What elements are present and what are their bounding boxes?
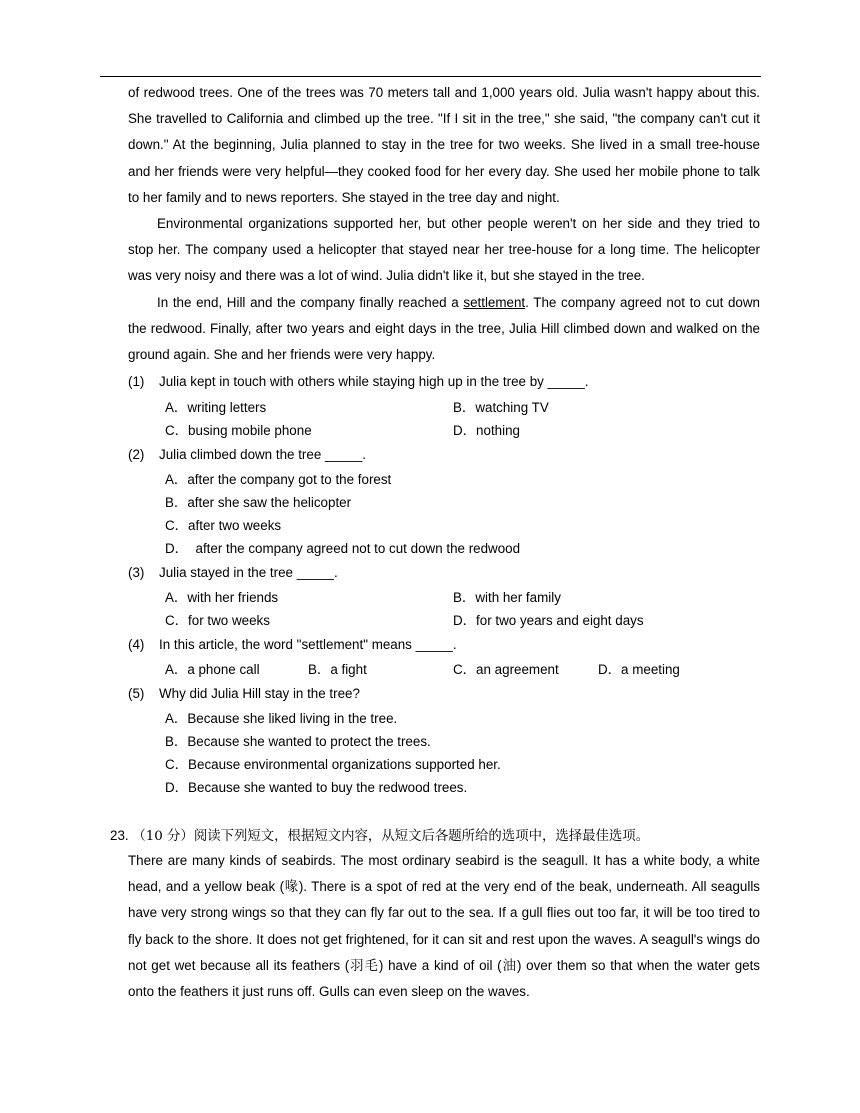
- question-stem: Julia climbed down the tree _____.: [159, 447, 366, 462]
- underlined-word: settlement: [463, 294, 526, 310]
- option-d: D．nothing: [453, 423, 520, 438]
- question-5: [128, 683, 360, 705]
- question-number: (2): [128, 447, 145, 462]
- passage-paragraph: There are many kinds of seabirds. The most ordinary seabird is the seagull. It has a white body, a white head, and a yellow beak (喙). There is a spot of red at the very end of the beak, underneath. All seagulls have very strong wings so that they can fly far out to the sea. If a gull flies out too far, it will be too tired to fly back to the shore. It does not get frightened, for it can sit and rest upon the waves. A seagull's wings do not get wet because all its feathers (羽毛) have a kind of oil (油) over them so that when the water gets onto the feathers it just runs off. Gulls can even sleep on the waves.: [128, 853, 760, 1000]
- option-c: C．for two weeks: [165, 613, 270, 628]
- option-a: A．a phone call: [165, 662, 260, 677]
- question-number: (4): [128, 637, 145, 652]
- question-4: [128, 634, 457, 656]
- question-number: (3): [128, 565, 145, 580]
- option-b: B．after she saw the helicopter: [165, 495, 352, 510]
- paragraph-text: . The company agreed not to cut down the redwood. Finally, after two years and eight days in the tree, Julia Hill climbed down and walked on the ground again. She and her friends were very happy.: [128, 294, 760, 363]
- passage-2: [128, 848, 760, 1005]
- option-b: B．Because she wanted to protect the trees.: [165, 734, 431, 749]
- header-rule: [100, 76, 761, 77]
- question-2: [128, 444, 366, 466]
- question-number: (1): [128, 374, 145, 389]
- passage-paragraph: Environmental organizations supported her, but other people weren't on her side and they tried to stop her. The company used a helicopter that stayed near her tree-house for a long time. The helicopter was very noisy and there was a lot of wind. Julia didn't like it, but she stayed in the tree.: [128, 216, 760, 284]
- option-b: B．with her family: [453, 590, 561, 605]
- passage-paragraph: [128, 290, 760, 369]
- question-1: [128, 371, 589, 393]
- question-stem: Julia kept in touch with others while staying high up in the tree by _____.: [159, 374, 589, 389]
- option-a: A．after the company got to the forest: [165, 472, 392, 487]
- question-stem: Julia stayed in the tree _____.: [159, 565, 338, 580]
- question-stem: Why did Julia Hill stay in the tree?: [159, 686, 360, 701]
- option-c: C．after two weeks: [165, 518, 282, 533]
- option-b: B．watching TV: [453, 400, 549, 415]
- option-c: C．Because environmental organizations supported her.: [165, 757, 501, 772]
- question-stem: In this article, the word "settlement" means _____.: [159, 637, 457, 652]
- section-instruction: （10 分）阅读下列短文，根据短文内容，从短文后各题所给的选项中，选择最佳选项。: [132, 829, 650, 844]
- option-a: A．writing letters: [165, 400, 267, 415]
- section-number: 23.: [110, 828, 129, 843]
- option-d: D．a meeting: [598, 662, 680, 677]
- option-c: C．an agreement: [453, 662, 559, 677]
- option-d: D．for two years and eight days: [453, 613, 644, 628]
- passage-paragraph: of redwood trees. One of the trees was 70 meters tall and 1,000 years old. Julia wasn't happy about this. She travelled to California and climbed up the tree. "If I sit in the tree," she said, "the company can't cut it down." At the beginning, Julia planned to stay in the tree for two weeks. She lived in a small tree-house and her friends were very helpful—they cooked food for her every day. She used her mobile phone to talk to her family and to news reporters. She stayed in the tree day and night.: [128, 85, 760, 205]
- question-3: [128, 562, 338, 584]
- passage-1: [128, 80, 760, 368]
- section-23-heading: [110, 825, 649, 847]
- paragraph-text: In the end, Hill and the company finally reached a: [157, 294, 464, 310]
- option-d: D． after the company agreed not to cut down the redwood: [165, 541, 521, 556]
- question-number: (5): [128, 686, 145, 701]
- option-a: A．with her friends: [165, 590, 279, 605]
- option-c: C．busing mobile phone: [165, 423, 312, 438]
- option-a: A．Because she liked living in the tree.: [165, 711, 398, 726]
- option-b: B．a fight: [308, 662, 367, 677]
- option-d: D．Because she wanted to buy the redwood trees.: [165, 780, 468, 795]
